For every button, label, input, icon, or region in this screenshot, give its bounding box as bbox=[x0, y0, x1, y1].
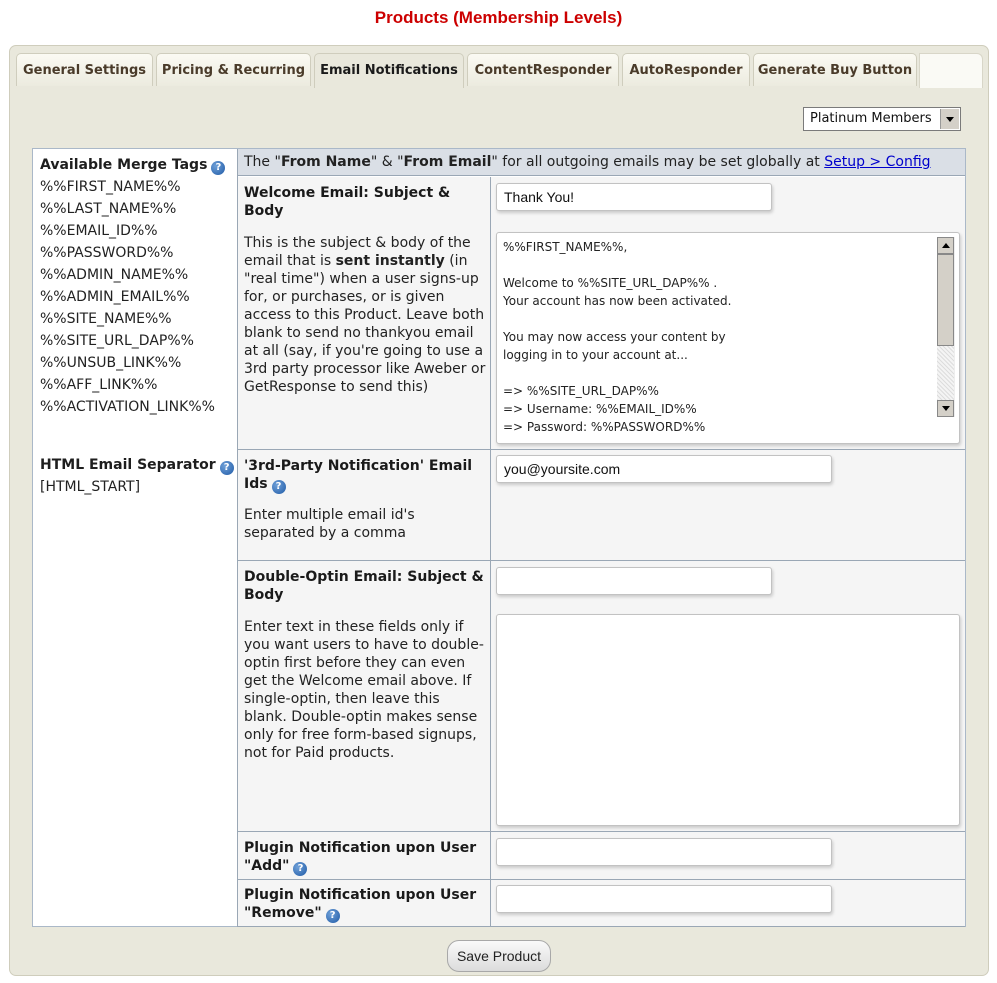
plugin-remove-value-cell bbox=[491, 880, 965, 926]
setup-config-link[interactable]: Setup > Config bbox=[824, 154, 931, 170]
tab-bar-filler bbox=[919, 53, 983, 88]
chevron-down-icon[interactable] bbox=[940, 109, 959, 129]
third-party-description: Enter multiple email id's separated by a comma bbox=[244, 507, 415, 541]
welcome-value-cell bbox=[491, 177, 965, 449]
plugin-add-value-cell bbox=[491, 832, 965, 879]
html-separator-heading: HTML Email Separator ? bbox=[40, 457, 234, 475]
scroll-up-icon[interactable] bbox=[937, 237, 954, 254]
merge-tag: %%LAST_NAME%% bbox=[40, 201, 177, 217]
product-select[interactable] bbox=[803, 107, 961, 131]
third-party-value-cell bbox=[491, 450, 965, 560]
scroll-track[interactable] bbox=[937, 346, 954, 400]
double-optin-description: Enter text in these fields only if you want users to have to double-optin first before they can even get the Welcome email above. If single-optin, then leave this blank. Double-optin makes sense only for free form-based signups, not for Paid products. bbox=[244, 619, 484, 761]
welcome-label-cell bbox=[238, 177, 490, 449]
scroll-thumb[interactable] bbox=[937, 254, 954, 346]
plugin-add-input[interactable] bbox=[496, 838, 832, 866]
merge-tag: %%FIRST_NAME%% bbox=[40, 179, 181, 195]
plugin-remove-title: Plugin Notification upon User "Remove" ? bbox=[244, 887, 477, 921]
welcome-body-scrollbar[interactable] bbox=[937, 237, 955, 417]
help-icon[interactable]: ? bbox=[272, 480, 286, 494]
welcome-body-textarea[interactable]: %%FIRST_NAME%%, Welcome to %%SITE_URL_DAP%% . Your account has now been activated. You may now access your content by logging in to your account at... => %%SITE_URL_DAP%% => Username: %%EMAIL_ID%% => Password: %%PASSWORD%% bbox=[496, 232, 960, 444]
plugin-add-title: Plugin Notification upon User "Add" ? bbox=[244, 840, 477, 874]
welcome-title: Welcome Email: Subject & Body bbox=[244, 185, 451, 219]
tab-contentresponder[interactable]: ContentResponder bbox=[467, 53, 619, 86]
grid-divider bbox=[238, 926, 965, 927]
help-icon[interactable]: ? bbox=[220, 461, 234, 475]
merge-tag: %%PASSWORD%% bbox=[40, 245, 174, 261]
merge-tag: %%AFF_LINK%% bbox=[40, 377, 158, 393]
page-title: Products (Membership Levels) bbox=[374, 8, 623, 27]
double-optin-value-cell bbox=[491, 561, 965, 831]
merge-tags-heading: Available Merge Tags ? bbox=[40, 157, 225, 175]
merge-tag: %%UNSUB_LINK%% bbox=[40, 355, 182, 371]
product-select-value: Platinum Members bbox=[810, 111, 932, 126]
scroll-down-icon[interactable] bbox=[937, 400, 954, 417]
merge-tag: %%SITE_NAME%% bbox=[40, 311, 172, 327]
grid-divider bbox=[490, 177, 491, 927]
third-party-label-cell bbox=[238, 450, 490, 560]
html-separator-value: [HTML_START] bbox=[40, 479, 141, 495]
help-icon[interactable]: ? bbox=[293, 862, 307, 876]
help-icon[interactable]: ? bbox=[326, 909, 340, 923]
merge-tag: %%ADMIN_NAME%% bbox=[40, 267, 189, 283]
double-optin-label-cell bbox=[238, 561, 490, 831]
tab-bar bbox=[14, 53, 987, 87]
help-icon[interactable]: ? bbox=[211, 161, 225, 175]
info-bar: The "From Name" & "From Email" for all outgoing emails may be set globally at Setup > Config bbox=[238, 149, 965, 176]
merge-tag: %%ADMIN_EMAIL%% bbox=[40, 289, 190, 305]
tab-email-notifications[interactable]: Email Notifications bbox=[314, 53, 464, 88]
merge-tag: %%ACTIVATION_LINK%% bbox=[40, 399, 215, 415]
tab-generate-buy-button[interactable]: Generate Buy Button bbox=[753, 53, 917, 86]
double-optin-body-textarea[interactable] bbox=[496, 614, 960, 826]
third-party-title: '3rd-Party Notification' Email Ids ? bbox=[244, 458, 473, 492]
double-optin-subject-input[interactable] bbox=[496, 567, 772, 595]
grid-divider bbox=[238, 879, 965, 880]
third-party-email-input[interactable]: you@yoursite.com bbox=[496, 455, 832, 483]
grid-divider bbox=[238, 560, 965, 561]
tab-pricing-recurring[interactable]: Pricing & Recurring bbox=[156, 53, 311, 86]
grid-divider bbox=[238, 831, 965, 832]
left-column bbox=[33, 149, 237, 926]
grid-divider bbox=[238, 449, 965, 450]
tab-autoresponder[interactable]: AutoResponder bbox=[622, 53, 750, 86]
save-product-button[interactable]: Save Product bbox=[447, 940, 551, 972]
plugin-add-label-cell bbox=[238, 832, 490, 879]
plugin-remove-label-cell bbox=[238, 880, 490, 926]
double-optin-title: Double-Optin Email: Subject & Body bbox=[244, 569, 484, 603]
plugin-remove-input[interactable] bbox=[496, 885, 832, 913]
tab-general-settings[interactable]: General Settings bbox=[16, 53, 153, 86]
welcome-subject-input[interactable]: Thank You! bbox=[496, 183, 772, 211]
merge-tag: %%EMAIL_ID%% bbox=[40, 223, 158, 239]
welcome-description: This is the subject & body of the email that is sent instantly (in "real time") when a user signs-up for, or purchases, or is given access to this Product. Leave both blank to send no thankyou email at all (say, if you're going to use a 3rd party processor like Aweber or GetResponse to send this) bbox=[244, 235, 486, 395]
merge-tag: %%SITE_URL_DAP%% bbox=[40, 333, 194, 349]
